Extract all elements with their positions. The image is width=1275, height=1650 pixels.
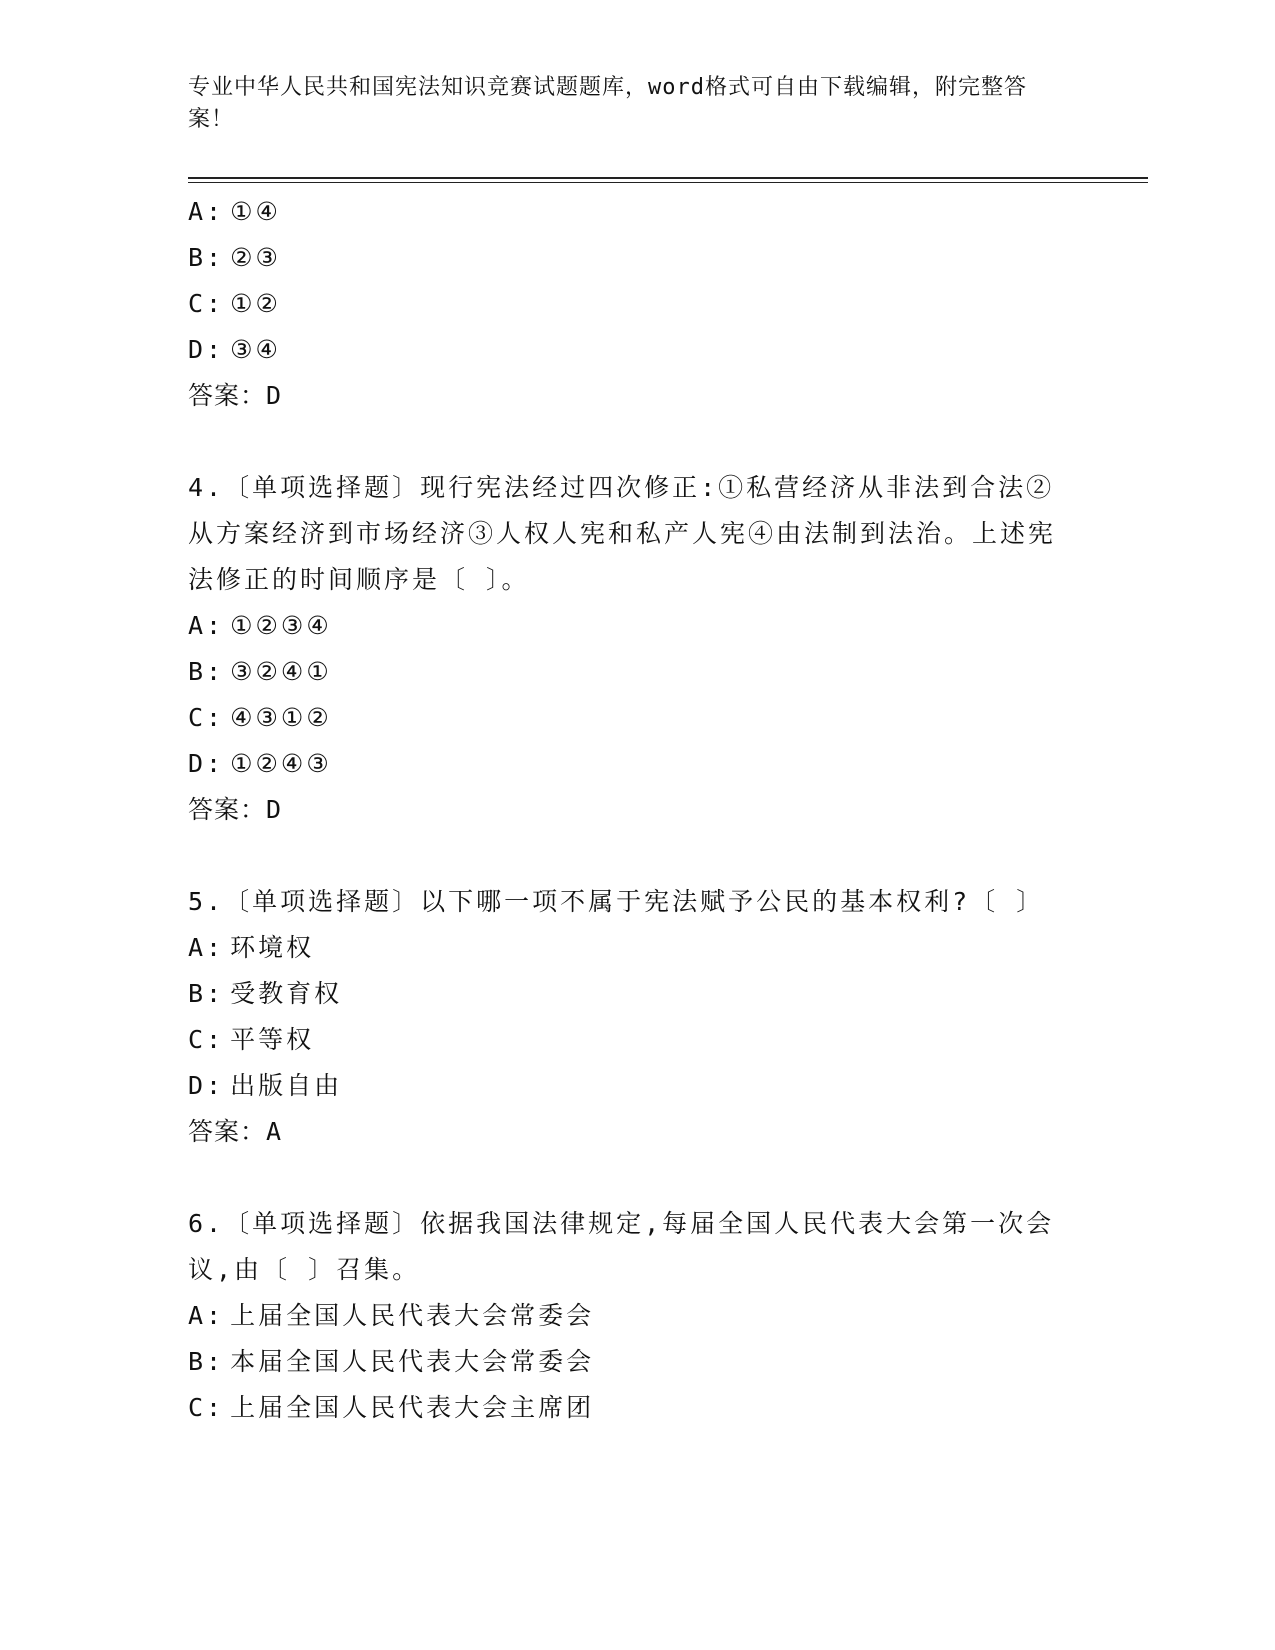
option-a [188, 189, 1088, 235]
option-a [188, 603, 1088, 649]
option-text: 上届全国人民代表大会主席团 [230, 1393, 595, 1422]
question-list [188, 189, 1088, 1431]
option-text: ①② [230, 289, 281, 318]
option-key: B: [188, 243, 225, 272]
question-text: 5.〔单项选择题〕以下哪一项不属于宪法赋予公民的基本权利?〔 〕 [188, 887, 1045, 916]
option-c [188, 1385, 1088, 1431]
document-intro: 专业中华人民共和国宪法知识竞赛试题题库，word格式可自由下载编辑，附完整答案！ [188, 75, 1027, 132]
question-6-block [188, 1201, 1088, 1431]
option-key: B: [188, 1347, 225, 1376]
option-text: 出版自由 [230, 1071, 343, 1100]
option-b [188, 971, 1088, 1017]
option-text: 本届全国人民代表大会常委会 [230, 1347, 595, 1376]
option-key: B: [188, 979, 225, 1008]
answer-line: 答案：D [188, 795, 283, 824]
option-b [188, 1339, 1088, 1385]
question-text: 4.〔单项选择题〕现行宪法经过四次修正:①私营经济从非法到合法②从方案经济到市场经济③人权人宪和私产人宪④由法制到法治。上述宪法修正的时间顺序是〔 〕。 [188, 473, 1057, 594]
option-text: 受教育权 [230, 979, 343, 1008]
question-3-block [188, 189, 1088, 419]
option-text: ①④ [230, 197, 281, 226]
option-d [188, 741, 1088, 787]
question-4-block [188, 465, 1088, 833]
header-divider-thin [188, 182, 1148, 183]
option-key: C: [188, 289, 225, 318]
option-text: 平等权 [230, 1025, 315, 1054]
option-key: C: [188, 1393, 225, 1422]
option-text: 环境权 [230, 933, 315, 962]
option-text: ④③①② [230, 703, 332, 732]
option-text: ③④ [230, 335, 281, 364]
question-text: 6.〔单项选择题〕依据我国法律规定,每届全国人民代表大会第一次会议,由〔 〕召集。 [188, 1209, 1055, 1284]
option-c [188, 281, 1088, 327]
answer-line: 答案：D [188, 381, 283, 410]
option-key: D: [188, 335, 225, 364]
option-a [188, 925, 1088, 971]
option-key: A: [188, 197, 225, 226]
option-d [188, 1063, 1088, 1109]
question-5-block [188, 879, 1088, 1155]
header-divider-thick [188, 177, 1148, 179]
answer-line: 答案：A [188, 1117, 283, 1146]
option-c [188, 1017, 1088, 1063]
option-text: ①②④③ [230, 749, 332, 778]
option-key: C: [188, 1025, 225, 1054]
option-text: 上届全国人民代表大会常委会 [230, 1301, 595, 1330]
option-c [188, 695, 1088, 741]
option-key: D: [188, 749, 225, 778]
option-key: A: [188, 611, 225, 640]
option-text: ③②④① [230, 657, 332, 686]
option-key: A: [188, 1301, 225, 1330]
option-key: B: [188, 657, 225, 686]
option-a [188, 1293, 1088, 1339]
option-key: D: [188, 1071, 225, 1100]
option-key: C: [188, 703, 225, 732]
option-text: ②③ [230, 243, 281, 272]
option-key: A: [188, 933, 225, 962]
option-d [188, 327, 1088, 373]
option-text: ①②③④ [230, 611, 332, 640]
option-b [188, 649, 1088, 695]
option-b [188, 235, 1088, 281]
